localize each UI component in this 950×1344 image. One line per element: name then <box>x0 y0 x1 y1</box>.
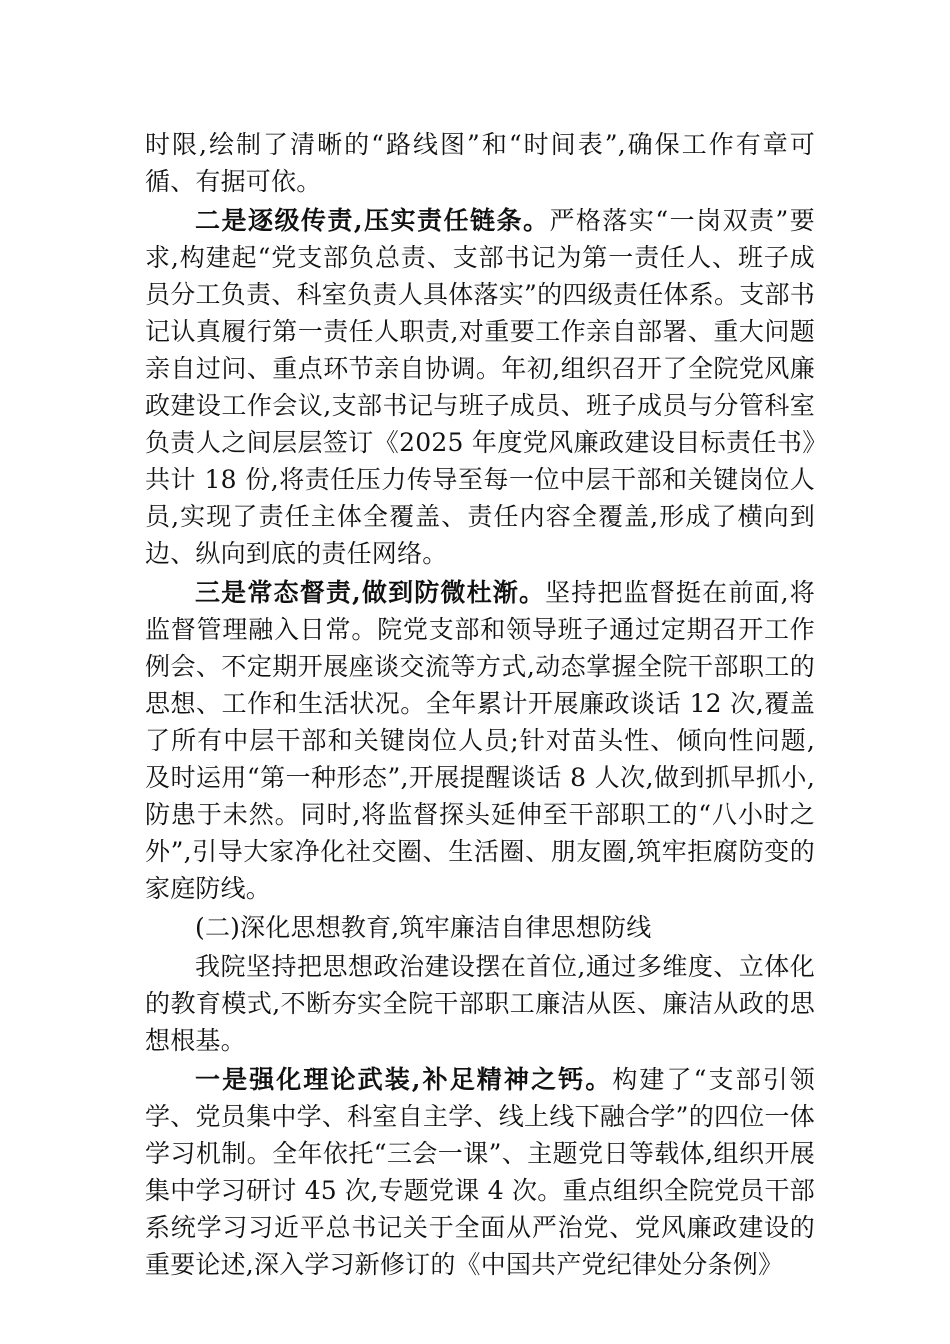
paragraph-continuation <box>145 126 815 200</box>
paragraph-theory-study <box>145 1061 815 1283</box>
paragraph-intro <box>145 948 815 1059</box>
paragraph-text: 坚持把监督挺在前面,将监督管理融入日常。院党支部和领导班子通过定期召开工作例会、不定期开展座谈交流等方式,动态掌握全院干部职工的思想、工作和生活状况。全年累计开展廉政谈话 12 次,覆盖了所有中层干部和关键岗位人员;针对苗头性、倾向性问题,及时运用“第一种形态”,开展提醒谈话 8 人次,做到抓早抓小,防患于未然。同时,将监督探头延伸至干部职工的“八小时之外”,引导大家净化社交圈、生活圈、朋友圈,筑牢拒腐防变的家庭防线。 <box>145 578 815 903</box>
section-heading-text: (二)深化思想教育,筑牢廉洁自律思想防线 <box>195 913 652 942</box>
document-body <box>145 126 815 1285</box>
paragraph-responsibility-chain <box>145 202 815 572</box>
paragraph-heading: 一是强化理论武装,补足精神之钙。 <box>195 1065 613 1094</box>
section-heading <box>145 909 815 946</box>
paragraph-text: 时限,绘制了清晰的“路线图”和“时间表”,确保工作有章可循、有据可依。 <box>145 130 815 196</box>
paragraph-routine-supervision <box>145 574 815 907</box>
paragraph-heading: 二是逐级传责,压实责任链条。 <box>195 206 550 235</box>
paragraph-text: 构建了“支部引领学、党员集中学、科室自主学、线上线下融合学”的四位一体学习机制。全年依托“三会一课”、主题党日等载体,组织开展集中学习研讨 45 次,专题党课 4 次。重点组织全院党员干部系统学习习近平总书记关于全面从严治党、党风廉政建设的重要论述,深入学习新修订的《中国共产党纪律处分条例》 <box>145 1065 815 1279</box>
paragraph-text: 我院坚持把思想政治建设摆在首位,通过多维度、立体化的教育模式,不断夯实全院干部职工廉洁从医、廉洁从政的思想根基。 <box>145 952 815 1055</box>
paragraph-heading: 三是常态督责,做到防微杜渐。 <box>195 578 546 607</box>
paragraph-text: 严格落实“一岗双责”要求,构建起“党支部负总责、支部书记为第一责任人、班子成员分工负责、科室负责人具体落实”的四级责任体系。支部书记认真履行第一责任人职责,对重要工作亲自部署、重大问题亲自过问、重点环节亲自协调。年初,组织召开了全院党风廉政建设工作会议,支部书记与班子成员、班子成员与分管科室负责人之间层层签订《2025 年度党风廉政建设目标责任书》共计 18 份,将责任压力传导至每一位中层干部和关键岗位人员,实现了责任主体全覆盖、责任内容全覆盖,形成了横向到边、纵向到底的责任网络。 <box>145 206 815 568</box>
